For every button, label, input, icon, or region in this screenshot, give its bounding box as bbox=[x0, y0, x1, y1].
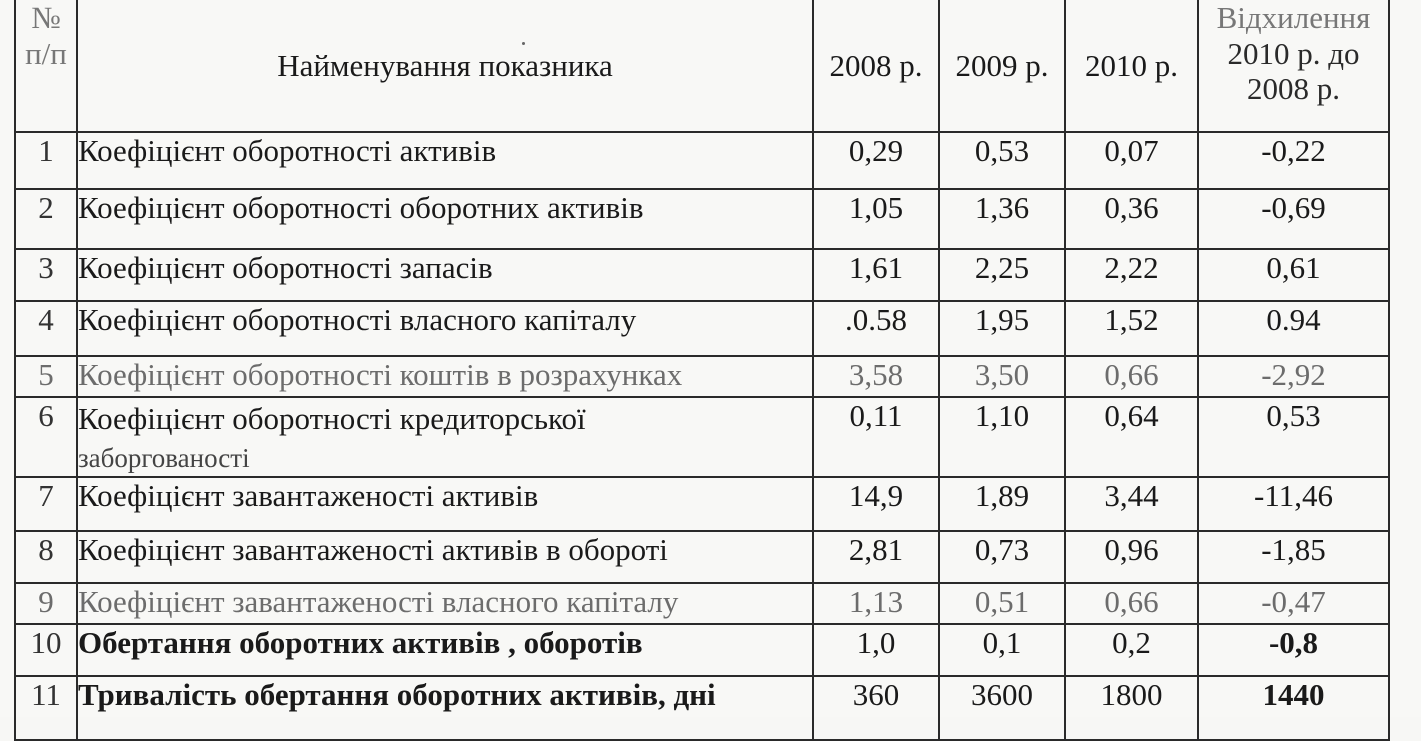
table-row bbox=[15, 397, 1389, 477]
table-row bbox=[15, 583, 1389, 624]
row-indicator: Коефіцієнт оборотності активів bbox=[77, 132, 813, 189]
value-2009: 2,25 bbox=[939, 249, 1065, 301]
value-deviation: 0,53 bbox=[1198, 397, 1389, 477]
value-deviation: -1,85 bbox=[1198, 531, 1389, 583]
value-deviation: 0,61 bbox=[1198, 249, 1389, 301]
row-indicator-line2: заборгованості bbox=[78, 442, 250, 473]
value-2010: 2,22 bbox=[1065, 249, 1198, 301]
value-2008: 1,0 bbox=[813, 624, 939, 676]
header-number bbox=[15, 0, 77, 132]
header-deviation-line2: 2010 р. до bbox=[1227, 35, 1360, 71]
value-2009: 0,53 bbox=[939, 132, 1065, 189]
value-2010: 1,52 bbox=[1065, 301, 1198, 356]
header-deviation bbox=[1198, 0, 1389, 132]
value-2008: 14,9 bbox=[813, 477, 939, 531]
table-row bbox=[15, 132, 1389, 189]
row-number: 2 bbox=[15, 189, 77, 249]
row-number: 11 bbox=[15, 676, 77, 740]
indicators-table bbox=[14, 0, 1390, 741]
row-indicator: Коефіцієнт завантаженості активів в обороті bbox=[77, 531, 813, 583]
header-number-line2: п/п bbox=[25, 35, 67, 71]
row-indicator: Коефіцієнт оборотності запасів bbox=[77, 249, 813, 301]
value-deviation: 0.94 bbox=[1198, 301, 1389, 356]
value-2009: 1,36 bbox=[939, 189, 1065, 249]
row-indicator-line1: Коефіцієнт оборотності кредиторської bbox=[78, 401, 586, 436]
row-number: 5 bbox=[15, 356, 77, 397]
table-row bbox=[15, 189, 1389, 249]
value-2009: 1,95 bbox=[939, 301, 1065, 356]
table-row bbox=[15, 676, 1389, 740]
row-number: 4 bbox=[15, 301, 77, 356]
row-number: 9 bbox=[15, 583, 77, 624]
value-2008: 1,61 bbox=[813, 249, 939, 301]
table-row bbox=[15, 531, 1389, 583]
value-2010: 1800 bbox=[1065, 676, 1198, 740]
header-deviation-line3: 2008 р. bbox=[1247, 71, 1340, 107]
row-indicator: Коефіцієнт оборотності оборотних активів bbox=[77, 189, 813, 249]
value-2009: 1,89 bbox=[939, 477, 1065, 531]
header-deviation-line1: Відхилення bbox=[1216, 0, 1371, 35]
value-deviation: -2,92 bbox=[1198, 356, 1389, 397]
row-indicator: Коефіцієнт оборотності власного капіталу bbox=[77, 301, 813, 356]
header-year-2008: 2008 р. bbox=[813, 0, 939, 132]
value-2009: 3,50 bbox=[939, 356, 1065, 397]
value-2009: 0,51 bbox=[939, 583, 1065, 624]
header-indicator-name: Найменування показника bbox=[77, 0, 813, 132]
value-deviation: -0,47 bbox=[1198, 583, 1389, 624]
value-2010: 0,2 bbox=[1065, 624, 1198, 676]
row-indicator: Тривалість обертання оборотних активів, дні bbox=[77, 676, 813, 740]
header-year-2010: 2010 р. bbox=[1065, 0, 1198, 132]
row-number: 10 bbox=[15, 624, 77, 676]
value-2008: 0,11 bbox=[813, 397, 939, 477]
value-2008: 1,05 bbox=[813, 189, 939, 249]
value-deviation: -0,22 bbox=[1198, 132, 1389, 189]
value-2008: .0.58 bbox=[813, 301, 939, 356]
value-2010: 0,07 bbox=[1065, 132, 1198, 189]
row-number: 1 bbox=[15, 132, 77, 189]
row-number: 7 bbox=[15, 477, 77, 531]
value-2008: 360 bbox=[813, 676, 939, 740]
value-2009: 3600 bbox=[939, 676, 1065, 740]
value-2008: 1,13 bbox=[813, 583, 939, 624]
row-number: 3 bbox=[15, 249, 77, 301]
value-2008: 3,58 bbox=[813, 356, 939, 397]
row-indicator bbox=[77, 397, 813, 477]
value-2008: 2,81 bbox=[813, 531, 939, 583]
value-deviation: -0,8 bbox=[1198, 624, 1389, 676]
table-row bbox=[15, 624, 1389, 676]
value-deviation: -11,46 bbox=[1198, 477, 1389, 531]
header-year-2009: 2009 р. bbox=[939, 0, 1065, 132]
row-number: 8 bbox=[15, 531, 77, 583]
value-2010: 0,66 bbox=[1065, 583, 1198, 624]
table-row bbox=[15, 301, 1389, 356]
row-indicator: Коефіцієнт завантаженості власного капіталу bbox=[77, 583, 813, 624]
value-2008: 0,29 bbox=[813, 132, 939, 189]
value-2010: 0,36 bbox=[1065, 189, 1198, 249]
table-row bbox=[15, 249, 1389, 301]
value-2010: 0,96 bbox=[1065, 531, 1198, 583]
value-deviation: -0,69 bbox=[1198, 189, 1389, 249]
table-row bbox=[15, 356, 1389, 397]
value-2010: 0,64 bbox=[1065, 397, 1198, 477]
value-2009: 0,73 bbox=[939, 531, 1065, 583]
value-2009: 0,1 bbox=[939, 624, 1065, 676]
value-2010: 0,66 bbox=[1065, 356, 1198, 397]
header-number-line1: № bbox=[31, 0, 61, 35]
row-number: 6 bbox=[15, 397, 77, 477]
value-2009: 1,10 bbox=[939, 397, 1065, 477]
table-header-row bbox=[15, 0, 1389, 132]
value-deviation: 1440 bbox=[1198, 676, 1389, 740]
row-indicator: Коефіцієнт оборотності коштів в розрахунках bbox=[77, 356, 813, 397]
row-indicator: Обертання оборотних активів , оборотів bbox=[77, 624, 813, 676]
row-indicator: Коефіцієнт завантаженості активів bbox=[77, 477, 813, 531]
value-2010: 3,44 bbox=[1065, 477, 1198, 531]
table-row bbox=[15, 477, 1389, 531]
